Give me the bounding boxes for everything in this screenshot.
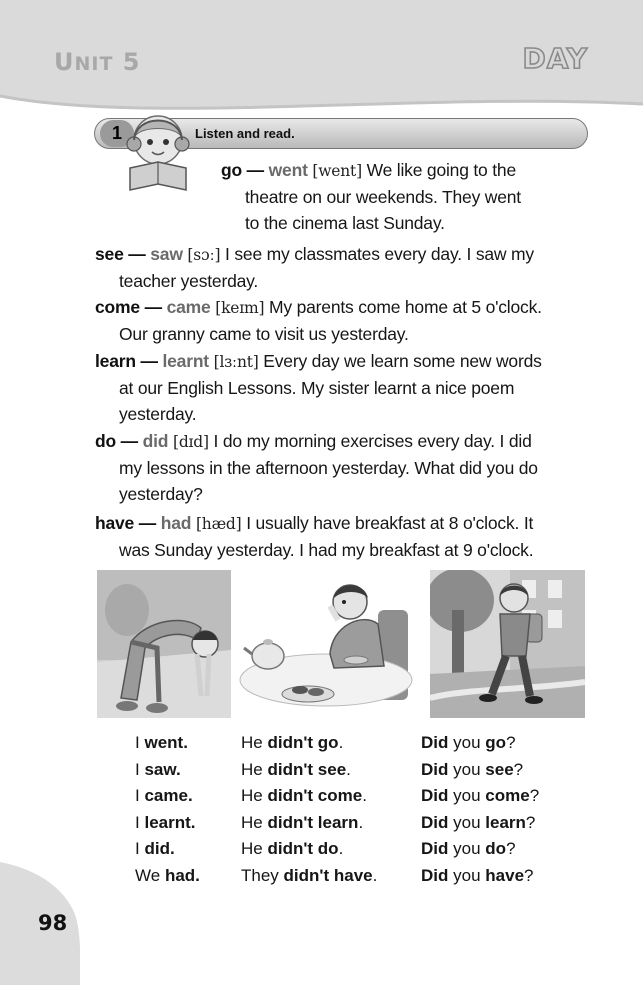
unit-label: UNIT 5: [54, 48, 141, 76]
picture-breakfast: [238, 570, 414, 718]
transcription: [hæd]: [195, 515, 242, 533]
affirmative-row: I did.: [135, 839, 175, 858]
base-verb: see: [95, 244, 124, 264]
affirmative-row: I learnt.: [135, 812, 196, 832]
entry-have: have — had [hæd] I usually have breakfast at 8 o'clock. It was Sunday yesterday. I had my breakfast at 9 o'clock.: [95, 513, 534, 560]
negative-row: He didn't do.: [241, 839, 344, 858]
entry-do: do — did [dɪd] I do my morning exercises every day. I did my lessons in the afternoon yesterday. What did you do yesterday?: [95, 431, 538, 504]
transcription: [sɔː]: [187, 246, 221, 264]
past-verb: went: [268, 160, 308, 180]
transcription: [went]: [312, 162, 362, 180]
picture-exercises: [97, 570, 231, 718]
exercise-number: 1: [100, 120, 134, 147]
negative-row: He didn't learn.: [241, 812, 364, 832]
entry-learn: learn — learnt [lɜːnt] Every day we learn some new words at our English Lessons. My sister learnt a nice poem yesterday.: [95, 351, 542, 424]
past-verb: came: [166, 297, 211, 317]
reading-child-illustration: [118, 110, 196, 192]
past-verb: did: [142, 431, 169, 451]
negative-row: He didn't go.: [241, 733, 344, 752]
past-verb: learnt: [162, 351, 209, 371]
transcription: [dɪd]: [172, 433, 209, 451]
base-verb: have: [95, 513, 135, 533]
base-verb: come: [95, 297, 140, 317]
past-verb: saw: [150, 244, 183, 264]
affirmative-column: [135, 730, 200, 889]
question-row: Did you see?: [421, 759, 524, 779]
affirmative-row: I came.: [135, 786, 193, 805]
affirmative-row: I went.: [135, 733, 188, 752]
affirmative-row: I saw.: [135, 759, 181, 779]
transcription: [keɪm]: [215, 299, 265, 317]
question-row: Did you have?: [421, 865, 534, 885]
day-label: DAY: [522, 42, 588, 75]
question-column: [421, 730, 539, 889]
past-verb: had: [160, 513, 192, 533]
entry-go: go — went [went] We like going to the theatre on our weekends. They went to the cinema last Sunday.: [221, 160, 521, 233]
entry-come: come — came [keɪm] My parents come home at 5 o'clock. Our granny came to visit us yesterday.: [95, 297, 542, 344]
question-row: Did you go?: [421, 733, 516, 752]
exercise-instruction: Listen and read.: [195, 126, 295, 141]
negative-row: He didn't come.: [241, 786, 367, 805]
question-row: Did you do?: [421, 839, 516, 858]
affirmative-row: We had.: [135, 865, 200, 885]
negative-row: They didn't have.: [241, 865, 378, 885]
question-row: Did you come?: [421, 786, 540, 805]
base-verb: learn: [95, 351, 136, 371]
page-number: 98: [38, 911, 68, 935]
picture-walking: [430, 570, 585, 718]
base-verb: do: [95, 431, 116, 451]
transcription: [lɜːnt]: [213, 353, 259, 371]
negative-row: He didn't see.: [241, 759, 351, 779]
question-row: Did you learn?: [421, 812, 536, 832]
page-header: [0, 0, 643, 118]
base-verb: go: [221, 160, 242, 180]
negative-column: [241, 730, 377, 889]
entry-see: see — saw [sɔː] I see my classmates every day. I saw my teacher yesterday.: [95, 244, 534, 291]
